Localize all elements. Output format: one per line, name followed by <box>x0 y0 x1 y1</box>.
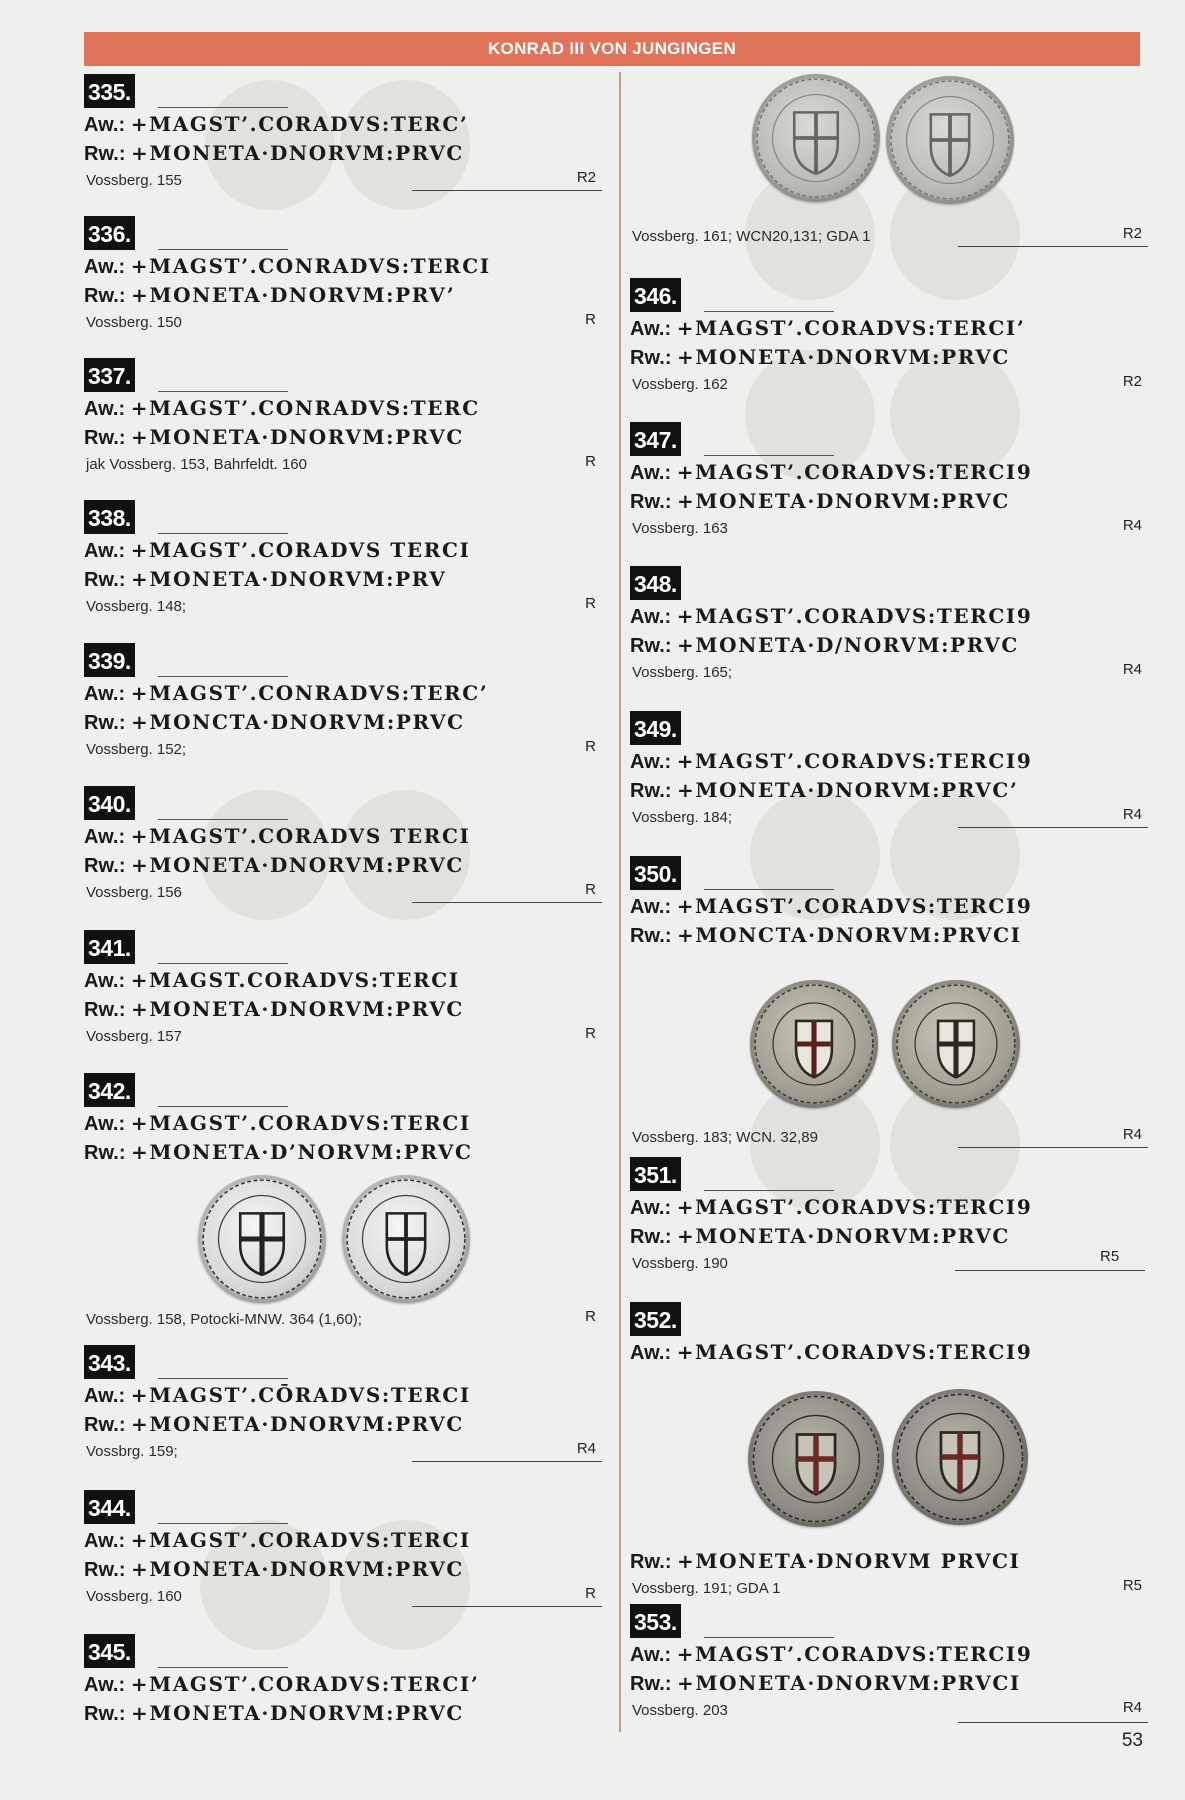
obverse-legend: +MAGST’.CORADVS:TERCI9 <box>676 894 1033 918</box>
reverse-label: Rw.: <box>630 1226 672 1248</box>
obverse-label: Aw.: <box>84 826 126 848</box>
catalog-entry-341 <box>84 930 604 1050</box>
reference: Vossberg. 184; <box>632 809 733 826</box>
entry-number: 346. <box>630 278 681 312</box>
obverse-label: Aw.: <box>84 1530 126 1552</box>
obverse-label: Aw.: <box>84 1113 126 1135</box>
reference: Vossberg. 190 <box>632 1255 728 1272</box>
reverse-legend: +MONETA·DNORVM:PRVC <box>677 345 1010 369</box>
reverse-legend: +MONETA·DNORVM:PRVC’ <box>677 778 1019 802</box>
rarity: R4 <box>1122 1699 1142 1716</box>
catalog-entry-351 <box>630 1157 1150 1277</box>
reverse-coin-image <box>892 1389 1028 1525</box>
obverse-label: Aw.: <box>84 398 126 420</box>
rarity: R4 <box>1122 661 1142 678</box>
catalog-entry-348 <box>630 566 1150 686</box>
reverse-legend: +MONETA·DNORVM:PRVC <box>131 425 464 449</box>
reverse-coin-image <box>342 1175 470 1303</box>
entry-number: 337. <box>84 358 135 392</box>
reverse-label: Rw.: <box>84 712 126 734</box>
obverse-legend: +MAGST’.CORADVS:TERCI9 <box>676 1195 1033 1219</box>
obverse-legend: +MAGST’.CORADVS:TERCI9 <box>676 749 1033 773</box>
reverse-label: Rw.: <box>630 1551 672 1573</box>
reference: Vossberg. 158, Potocki-MNW. 364 (1,60); <box>86 1311 362 1328</box>
entry-number: 351. <box>630 1157 681 1191</box>
reverse-label: Rw.: <box>84 1703 126 1725</box>
reverse-label: Rw.: <box>630 491 672 513</box>
reverse-legend: +MONETA·DNORVM:PRVCI <box>677 1671 1021 1695</box>
obverse-coin-image <box>748 1391 884 1527</box>
obverse-legend: +MAGST’.CORADVS:TERCI9 <box>676 604 1033 628</box>
obverse-label: Aw.: <box>630 606 672 628</box>
obverse-legend: +MAGST’.CORADVS:TERCI’ <box>676 316 1026 340</box>
obverse-label: Aw.: <box>630 751 672 773</box>
rarity: R2 <box>1122 225 1142 242</box>
reverse-label: Rw.: <box>84 285 126 307</box>
obverse-coin-image <box>752 74 880 202</box>
reverse-legend: +MONETA·DNORVM:PRVC <box>131 141 464 165</box>
entry-number: 353. <box>630 1604 681 1638</box>
catalog-entry-339 <box>84 643 604 763</box>
reference: Vossberg. 148; <box>86 598 187 615</box>
reverse-legend: +MONCTA·DNORVM:PRVC <box>131 710 465 734</box>
rarity: R <box>585 881 596 898</box>
catalog-entry-343 <box>84 1345 604 1465</box>
obverse-label: Aw.: <box>84 1674 126 1696</box>
entry-number: 339. <box>84 643 135 677</box>
catalog-entry-350 <box>630 856 1150 1151</box>
reference: Vossberg. 156 <box>86 884 182 901</box>
reference: Vossberg. 160 <box>86 1588 182 1605</box>
rarity: R <box>585 738 596 755</box>
entry-number: 352. <box>630 1302 681 1336</box>
rarity: R <box>585 1585 596 1602</box>
entry-number: 342. <box>84 1073 135 1107</box>
obverse-label: Aw.: <box>630 1644 672 1666</box>
reverse-legend: +MONETA·DNORVM:PRVC <box>131 1701 464 1725</box>
reverse-legend: +MONETA·DNORVM:PRVC <box>677 489 1010 513</box>
obverse-label: Aw.: <box>630 318 672 340</box>
reverse-label: Rw.: <box>84 999 126 1021</box>
catalog-entry-352 <box>630 1302 1150 1602</box>
rarity: R <box>585 595 596 612</box>
catalog-entry-346 <box>630 278 1150 398</box>
rarity: R4 <box>1122 517 1142 534</box>
obverse-legend: +MAGST’.CORADVS:TERCI9 <box>676 1642 1033 1666</box>
reference: Vossberg. 157 <box>86 1028 182 1045</box>
obverse-legend: +MAGST’.CORADVS:TERCI9 <box>676 1340 1033 1364</box>
reference: Vossberg. 161; WCN20,131; GDA 1 <box>632 228 871 245</box>
reference: Vossbrg. 159; <box>86 1443 178 1460</box>
obverse-label: Aw.: <box>630 1197 672 1219</box>
obverse-legend: +MAGST’.CORADVS TERCI <box>130 538 471 562</box>
reference: Vossberg. 162 <box>632 376 728 393</box>
catalog-entry-345 <box>84 1634 604 1728</box>
catalog-entry-338 <box>84 500 604 620</box>
reverse-label: Rw.: <box>84 569 126 591</box>
reverse-label: Rw.: <box>630 1673 672 1695</box>
reverse-label: Rw.: <box>84 427 126 449</box>
obverse-label: Aw.: <box>84 114 126 136</box>
obverse-legend: +MAGST’.CONRADVS:TERC <box>130 396 480 420</box>
rarity: R <box>585 1025 596 1042</box>
rarity: R5 <box>1122 1577 1142 1594</box>
obverse-label: Aw.: <box>84 1385 126 1407</box>
entry-number: 335. <box>84 74 135 108</box>
catalog-entry-340 <box>84 786 604 906</box>
obverse-label: Aw.: <box>630 896 672 918</box>
reverse-label: Rw.: <box>84 1414 126 1436</box>
catalog-entry-337 <box>84 358 604 478</box>
obverse-legend: +MAGST’.CORADVS:TERCI’ <box>130 1672 480 1696</box>
reverse-legend: +MONCTA·DNORVM:PRVCI <box>677 923 1022 947</box>
obverse-label: Aw.: <box>84 540 126 562</box>
reverse-legend: +MONETA·DNORVM:PRVC <box>131 1557 464 1581</box>
reverse-label: Rw.: <box>630 635 672 657</box>
rarity: R <box>585 453 596 470</box>
reverse-legend: +MONETA·DNORVM:PRV <box>131 567 447 591</box>
catalog-entry-347 <box>630 422 1150 542</box>
reverse-legend: +MONETA·DNORVM PRVCI <box>677 1549 1021 1573</box>
rarity: R4 <box>576 1440 596 1457</box>
entry-number: 336. <box>84 216 135 250</box>
reverse-label: Rw.: <box>630 780 672 802</box>
catalog-entry-353 <box>630 1604 1150 1724</box>
catalog-entry-342 <box>84 1073 604 1333</box>
reference: Vossberg. 165; <box>632 664 733 681</box>
entry-number: 341. <box>84 930 135 964</box>
entry-number: 338. <box>84 500 135 534</box>
obverse-label: Aw.: <box>630 462 672 484</box>
obverse-coin-image <box>198 1175 326 1303</box>
reverse-legend: +MONETA·DNORVM:PRVC <box>677 1224 1010 1248</box>
rarity: R2 <box>1122 373 1142 390</box>
entry-number: 344. <box>84 1490 135 1524</box>
catalog-entry-336 <box>84 216 604 336</box>
obverse-label: Aw.: <box>84 256 126 278</box>
reverse-label: Rw.: <box>84 855 126 877</box>
reverse-label: Rw.: <box>84 143 126 165</box>
obverse-label: Aw.: <box>84 970 126 992</box>
reverse-legend: +MONETA·D’NORVM:PRVC <box>131 1140 473 1164</box>
reverse-label: Rw.: <box>630 347 672 369</box>
obverse-legend: +MAGST’.CORADVS:TERCI <box>130 1528 471 1552</box>
reverse-label: Rw.: <box>84 1559 126 1581</box>
reverse-legend: +MONETA·DNORVM:PRV’ <box>131 283 456 307</box>
reference: Vossberg. 150 <box>86 314 182 331</box>
obverse-legend: +MAGST’.CORADVS:TERC’ <box>130 112 469 136</box>
reference: Vossberg. 155 <box>86 172 182 189</box>
reverse-coin-image <box>886 76 1014 204</box>
section-header: KONRAD III VON JUNGINGEN <box>84 32 1140 66</box>
obverse-legend: +MAGST’.CORADVS TERCI <box>130 824 471 848</box>
catalog-entry-344 <box>84 1490 604 1610</box>
entry-number: 347. <box>630 422 681 456</box>
obverse-label: Aw.: <box>630 1342 672 1364</box>
reference: Vossberg. 152; <box>86 741 187 758</box>
obverse-legend: +MAGST’.CONRADVS:TERCI <box>130 254 491 278</box>
entry-number: 340. <box>84 786 135 820</box>
rarity: R5 <box>1100 1248 1120 1265</box>
reverse-label: Rw.: <box>630 925 672 947</box>
reverse-legend: +MONETA·D/NORVM:PRVC <box>677 633 1019 657</box>
reverse-label: Rw.: <box>84 1142 126 1164</box>
catalog-entry-335 <box>84 74 604 194</box>
reference: Vossberg. 203 <box>632 1702 728 1719</box>
page-number: 53 <box>1121 1730 1143 1751</box>
obverse-legend: +MAGST’.CŌRADVS:TERCI <box>130 1383 471 1407</box>
reference: Vossberg. 191; GDA 1 <box>632 1580 781 1597</box>
obverse-label: Aw.: <box>84 683 126 705</box>
obverse-coin-image <box>750 980 878 1108</box>
entry-number: 348. <box>630 566 681 600</box>
entry-number: 350. <box>630 856 681 890</box>
catalog-entry-345-continued <box>630 74 1150 250</box>
rarity: R4 <box>1122 806 1142 823</box>
rarity: R <box>585 311 596 328</box>
rarity: R2 <box>576 169 596 186</box>
reverse-legend: +MONETA·DNORVM:PRVC <box>131 997 464 1021</box>
obverse-legend: +MAGST’.CORADVS:TERCI9 <box>676 460 1033 484</box>
rarity: R4 <box>1122 1126 1142 1143</box>
reverse-legend: +MONETA·DNORVM:PRVC <box>131 1412 464 1436</box>
catalog-entry-349 <box>630 711 1150 831</box>
column-divider <box>619 72 621 1732</box>
reference: jak Vossberg. 153, Bahrfeldt. 160 <box>86 456 307 473</box>
obverse-legend: +MAGST’.CORADVS:TERCI <box>130 1111 471 1135</box>
entry-number: 345. <box>84 1634 135 1668</box>
reverse-legend: +MONETA·DNORVM:PRVC <box>131 853 464 877</box>
entry-number: 349. <box>630 711 681 745</box>
reverse-coin-image <box>892 980 1020 1108</box>
rarity: R <box>585 1308 596 1325</box>
entry-number: 343. <box>84 1345 135 1379</box>
reference: Vossberg. 183; WCN. 32,89 <box>632 1129 818 1146</box>
reference: Vossberg. 163 <box>632 520 728 537</box>
obverse-legend: +MAGST.CORADVS:TERCI <box>130 968 460 992</box>
obverse-legend: +MAGST’.CONRADVS:TERC’ <box>130 681 489 705</box>
